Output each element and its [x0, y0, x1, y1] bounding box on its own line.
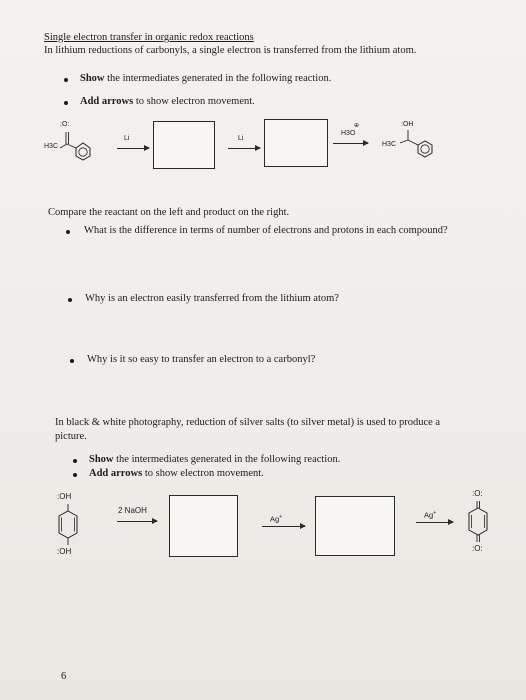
acetophenone-structure [40, 118, 120, 178]
photography-intro-cont: picture. [55, 431, 87, 442]
product-hydroxyl-label: :OH [401, 121, 414, 128]
bullet-dot [66, 230, 70, 234]
quinone-top-oxygen: :O: [472, 489, 483, 498]
intermediate-box-4[interactable] [315, 496, 395, 556]
question-electrons-protons: What is the difference in terms of number of electrons and protons in each compound? [84, 225, 448, 236]
bullet-rest: the intermediates generated in the following reaction. [104, 73, 332, 84]
bullet-show-intermediates-2 [89, 453, 340, 466]
bullet-bold: Show [89, 454, 114, 465]
charge-sup: + [279, 514, 283, 520]
bullet-bold: Show [80, 73, 105, 84]
bullet-add-arrows-2 [89, 467, 264, 480]
lithium-reagent-1: Li [124, 135, 130, 142]
reaction-arrow [416, 522, 453, 523]
bullet-dot [64, 78, 68, 82]
bullet-dot [73, 473, 77, 477]
bullet-dot [70, 359, 74, 363]
silver-symbol: Ag [424, 510, 434, 520]
question-lithium-transfer: Why is an electron easily transferred from the lithium atom? [85, 293, 339, 304]
reaction-arrow [117, 148, 149, 149]
page-number: 6 [61, 671, 67, 682]
section-title: Single electron transfer in organic redox reactions [44, 32, 254, 43]
quinone-bottom-oxygen: :O: [472, 544, 483, 553]
reactant-methyl-label: H3C [44, 143, 59, 150]
silver-symbol: Ag [270, 514, 280, 524]
intermediate-box-3[interactable] [169, 495, 238, 557]
bullet-dot [64, 101, 68, 105]
hydroquinone-bottom-oh: :OH [57, 547, 72, 556]
reaction-arrow [333, 143, 368, 144]
reaction-arrow [117, 521, 157, 522]
charge-plus-circle: ⊕ [354, 123, 360, 129]
bullet-rest: to show electron movement. [133, 96, 255, 107]
bullet-bold: Add arrows [80, 96, 134, 107]
sodium-hydroxide-reagent: 2 NaOH [118, 506, 147, 515]
question-carbonyl-transfer: Why is it so easy to transfer an electron to a carbonyl? [87, 354, 316, 365]
product-methyl-label: H3C [382, 141, 397, 148]
bullet-dot [68, 298, 72, 302]
bullet-add-arrows [80, 95, 255, 108]
bullet-dot [73, 459, 77, 463]
phenylethanol-structure [380, 118, 460, 168]
intro-text: In lithium reductions of carbonyls, a single electron is transferred from the lithium atom. [44, 45, 417, 56]
silver-ion-reagent-1 [270, 513, 282, 524]
reaction-arrow [262, 526, 305, 527]
silver-ion-reagent-2 [424, 509, 436, 520]
reaction-arrow [228, 148, 260, 149]
photography-intro: In black & white photography, reduction of silver salts (to silver metal) is used to produce a [55, 417, 441, 428]
intermediate-box-1[interactable] [153, 121, 215, 169]
lithium-reagent-2: Li [238, 135, 244, 142]
reactant-oxygen-label: :O: [60, 121, 70, 128]
bullet-bold: Add arrows [89, 468, 143, 479]
bullet-rest: the intermediates generated in the following reaction. [113, 454, 341, 465]
bullet-rest: to show electron movement. [142, 468, 264, 479]
intermediate-box-2[interactable] [264, 119, 328, 167]
hydroquinone-top-oh: :OH [57, 492, 72, 501]
charge-sup: + [433, 510, 437, 516]
hydronium-reagent: H3O [341, 130, 356, 137]
bullet-show-intermediates [80, 72, 331, 85]
compare-text: Compare the reactant on the left and product on the right. [48, 207, 290, 218]
